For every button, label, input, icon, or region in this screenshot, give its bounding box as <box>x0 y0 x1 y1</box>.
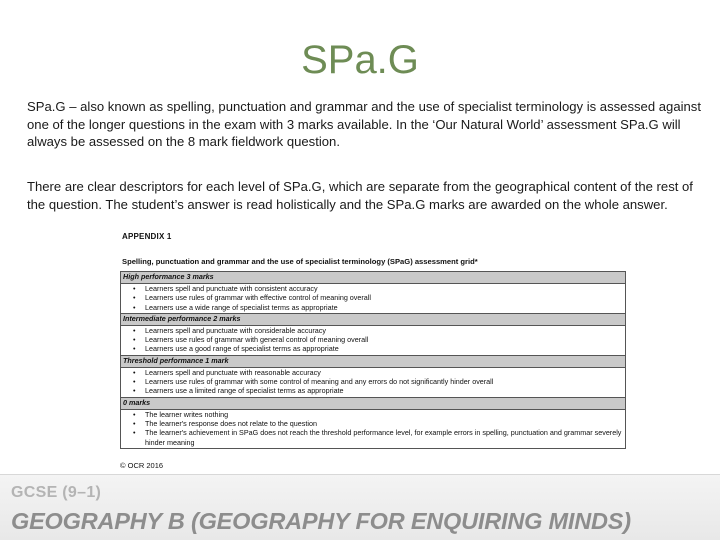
level-heading-row <box>121 313 626 325</box>
level-heading: Intermediate performance 2 marks <box>121 313 626 325</box>
spag-assessment-grid <box>120 271 626 449</box>
qualification-label: GCSE (9–1) <box>11 484 102 501</box>
descriptor-item: • Learners spell and punctuate with considerable accuracy <box>145 326 625 335</box>
slide-title: SPa.G <box>301 38 419 82</box>
descriptor-item: • Learners use a good range of specialist terms as appropriate <box>145 344 625 353</box>
level-descriptor-row <box>121 409 626 448</box>
footer-divider <box>0 474 720 475</box>
descriptor-item: • Learners use rules of grammar with general control of meaning overall <box>145 335 625 344</box>
footer-banner <box>0 474 720 540</box>
copyright-notice: © OCR 2016 <box>120 461 164 470</box>
appendix-figure <box>120 232 626 449</box>
level-heading-row <box>121 397 626 409</box>
descriptor-item: • Learners spell and punctuate with consistent accuracy <box>145 284 625 293</box>
intro-paragraph: SPa.G – also known as spelling, punctuation and grammar and the use of specialist terminology is assessed against one of the longer questions in the exam with 3 marks available. In the ‘Our Natural World’ assessment SPa.G will always be assessed on the 8 mark fieldwork question. <box>27 99 701 149</box>
level-descriptor-row <box>121 325 626 355</box>
descriptor-item: • Learners use rules of grammar with some control of meaning and any errors do not significantly hinder overall <box>145 377 625 386</box>
descriptor-item: • Learners spell and punctuate with reasonable accuracy <box>145 368 625 377</box>
descriptor-item: • Learners use a wide range of specialist terms as appropriate <box>145 303 625 312</box>
level-descriptor-row <box>121 367 626 397</box>
descriptor-item: • Learners use a limited range of specialist terms as appropriate <box>145 386 625 395</box>
appendix-label: APPENDIX 1 <box>122 232 172 241</box>
level-heading-row <box>121 272 626 284</box>
grid-title: Spelling, punctuation and grammar and the use of specialist terminology (SPaG) assessment grid* <box>122 257 478 266</box>
descriptor-item: • The learner's achievement in SPaG does not reach the threshold performance level, for example errors in spelling, punctuation and grammar severely hinder meaning <box>145 428 625 447</box>
level-heading: 0 marks <box>121 397 626 409</box>
level-heading-row <box>121 355 626 367</box>
descriptor-item: • The learner's response does not relate to the question <box>145 419 625 428</box>
descriptor-item: • The learner writes nothing <box>145 410 625 419</box>
level-heading: High performance 3 marks <box>121 272 626 284</box>
level-heading: Threshold performance 1 mark <box>121 355 626 367</box>
subject-title: GEOGRAPHY B (GEOGRAPHY FOR ENQUIRING MINDS) <box>11 508 631 534</box>
descriptor-paragraph: There are clear descriptors for each level of SPa.G, which are separate from the geographical content of the rest of the question. The student’s answer is read holistically and the SPa.G marks are awarded on the whole answer. <box>27 179 693 212</box>
level-descriptor-row <box>121 284 626 314</box>
descriptor-item: • Learners use rules of grammar with effective control of meaning overall <box>145 293 625 302</box>
